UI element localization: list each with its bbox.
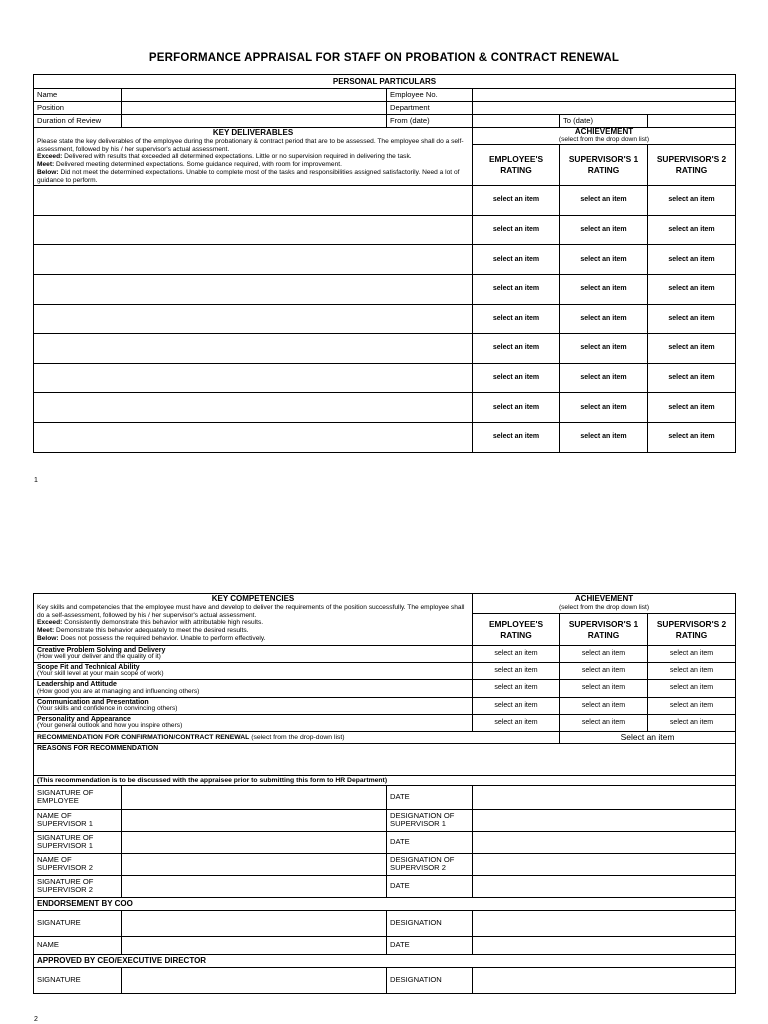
achievement-header: ACHIEVEMENT — [574, 127, 634, 136]
reasons-cell[interactable] — [34, 743, 736, 775]
meet-text: Delivered meeting determined expectations. Some guidance required, with room for improvement. — [54, 161, 342, 169]
employee-rating-select[interactable]: select an item — [473, 393, 560, 423]
achievement-header-cell — [473, 128, 736, 145]
coo-date-label: DATE — [387, 936, 473, 954]
position-field[interactable] — [122, 102, 387, 115]
supervisor1-rating-select[interactable]: select an item — [560, 304, 648, 334]
deliverable-row — [34, 215, 736, 245]
deliverable-description[interactable] — [34, 334, 473, 364]
deliverable-row — [34, 393, 736, 423]
approval-header: APPROVED BY CEO/EXECUTIVE DIRECTOR — [34, 954, 736, 967]
key-deliverables-header: KEY DELIVERABLES — [212, 128, 294, 137]
page-number-2: 2 — [34, 1016, 38, 1023]
employee-rating-select[interactable]: select an item — [473, 363, 560, 393]
deliverable-row — [34, 274, 736, 304]
comp-meet-definition — [37, 627, 469, 635]
employee-rating-select[interactable]: select an item — [473, 304, 560, 334]
deliverable-row — [34, 363, 736, 393]
deliverable-row — [34, 422, 736, 452]
comp-supervisor2-select[interactable]: select an item — [648, 680, 736, 697]
ceo-signature-field[interactable] — [122, 967, 387, 993]
competency-subtitle: (Your skill level at your main scope of work) — [37, 670, 164, 678]
recommendation-label: RECOMMENDATION FOR CONFIRMATION/CONTRACT RENEWAL — [37, 733, 250, 741]
competency-subtitle: (How good you are at managing and influencing others) — [37, 687, 200, 695]
deliverable-description[interactable] — [34, 186, 473, 216]
deliverable-description[interactable] — [34, 215, 473, 245]
date-sup2-label: DATE — [387, 875, 473, 897]
endorsement-header: ENDORSEMENT BY COO — [34, 897, 736, 910]
deliverable-description[interactable] — [34, 422, 473, 452]
employee-rating-select[interactable]: select an item — [473, 245, 560, 275]
discuss-note: (This recommendation is to be discussed with the appraisee prior to submitting this form to HR Department) — [34, 775, 736, 785]
from-date-field[interactable] — [473, 115, 560, 128]
duration-label: Duration of Review — [34, 115, 122, 128]
employee-rating-select[interactable]: select an item — [473, 215, 560, 245]
date-sup1-label: DATE — [387, 831, 473, 853]
deliverable-description[interactable] — [34, 304, 473, 334]
sig-sup1-label: SIGNATURE OF SUPERVISOR 1 — [34, 831, 122, 853]
comp-achievement-header-cell — [473, 594, 736, 614]
comp-exceed-text: Consistently demonstrate this behavior with attributable high results. — [62, 619, 264, 627]
comp-employee-select[interactable]: select an item — [473, 714, 560, 731]
supervisor1-rating-select[interactable]: select an item — [560, 334, 648, 364]
supervisor2-rating-select[interactable]: select an item — [648, 274, 736, 304]
designation-sup2-label: DESIGNATION OF SUPERVISOR 2 — [387, 853, 473, 875]
employee-no-field[interactable] — [473, 89, 736, 102]
competency-rows — [34, 646, 736, 732]
ceo-designation-field[interactable] — [473, 967, 736, 993]
name-sup1-field[interactable] — [122, 809, 387, 831]
name-sup1-label: NAME OF SUPERVISOR 1 — [34, 809, 122, 831]
supervisor2-rating-select[interactable]: select an item — [648, 245, 736, 275]
deliverable-description[interactable] — [34, 245, 473, 275]
sig-employee-label: SIGNATURE OF EMPLOYEE — [34, 785, 122, 809]
competency-cell — [34, 697, 473, 714]
date-sup2-field[interactable] — [473, 875, 736, 897]
employee-rating-select[interactable]: select an item — [473, 186, 560, 216]
competency-cell — [34, 680, 473, 697]
coo-name-label: NAME — [34, 936, 122, 954]
supervisor2-rating-select[interactable]: select an item — [648, 334, 736, 364]
supervisor2-rating-select[interactable]: select an item — [648, 304, 736, 334]
competency-title: Leadership and Attitude — [37, 681, 117, 689]
competency-subtitle: (How well your deliver and the quality of it) — [37, 653, 161, 661]
comp-achievement-header: ACHIEVEMENT — [574, 594, 634, 604]
supervisor1-rating-select[interactable]: select an item — [560, 245, 648, 275]
competency-row — [34, 680, 736, 697]
achievement-note: (select from the drop down list) — [558, 136, 650, 144]
recommendation-select[interactable]: Select an item — [560, 731, 736, 743]
competency-row — [34, 663, 736, 680]
supervisor1-rating-select[interactable]: select an item — [560, 393, 648, 423]
competency-row — [34, 714, 736, 731]
date-employee-field[interactable] — [473, 785, 736, 809]
comp-supervisor1-select[interactable]: select an item — [560, 663, 648, 680]
comp-supervisor2-select[interactable]: select an item — [648, 697, 736, 714]
exceed-definition — [37, 153, 469, 161]
page-title: PERFORMANCE APPRAISAL FOR STAFF ON PROBATION & CONTRACT RENEWAL — [148, 52, 620, 64]
name-sup2-label: NAME OF SUPERVISOR 2 — [34, 853, 122, 875]
supervisor2-rating-select[interactable]: select an item — [648, 215, 736, 245]
employee-rating-select[interactable]: select an item — [473, 274, 560, 304]
deliverable-row — [34, 186, 736, 216]
competencies-intro: Key skills and competencies that the employee must have and develop to deliver the requirements of the position successfully. The employee shall do a self-assessment, followed by his / her supervisor's actual assessment. — [37, 603, 465, 619]
coo-signature-field[interactable] — [122, 910, 387, 936]
sig-employee-field[interactable] — [122, 785, 387, 809]
department-label: Department — [387, 102, 473, 115]
competency-cell — [34, 663, 473, 680]
competency-title: Communication and Presentation — [37, 698, 149, 706]
deliverables-rows — [34, 186, 736, 452]
comp-achievement-note: (select from the drop down list) — [558, 603, 650, 611]
sig-sup1-field[interactable] — [122, 831, 387, 853]
designation-sup1-field[interactable] — [473, 809, 736, 831]
comp-employee-select[interactable]: select an item — [473, 663, 560, 680]
competency-cell — [34, 646, 473, 663]
comp-below-text: Does not possess the required behavior. Unable to perform effectively. — [58, 634, 266, 642]
competencies-table — [33, 593, 736, 994]
deliverables-intro: Please state the key deliverables of the employee during the probationary & contract period that are to be assessed. The employee shall do a self-assessment, followed by his / her supervisor's actual assessment. — [37, 137, 464, 153]
deliverable-description[interactable] — [34, 363, 473, 393]
comp-employee-select[interactable]: select an item — [473, 680, 560, 697]
comp-employee-rating-header: EMPLOYEE'S RATING — [473, 614, 560, 646]
comp-supervisor1-select[interactable]: select an item — [560, 697, 648, 714]
deliverable-row — [34, 245, 736, 275]
name-field[interactable] — [122, 89, 387, 102]
from-date-label: From (date) — [387, 115, 473, 128]
exceed-text: Delivered with results that exceeded all determined expectations. Little or no supervision required in delivering the task. — [62, 153, 412, 161]
supervisor1-rating-header: SUPERVISOR'S 1 RATING — [560, 145, 648, 186]
employee-rating-header: EMPLOYEE'S RATING — [473, 145, 560, 186]
name-sup2-field[interactable] — [122, 853, 387, 875]
meet-label: Meet: — [37, 161, 55, 169]
department-field[interactable] — [473, 102, 736, 115]
supervisor1-rating-select[interactable]: select an item — [560, 274, 648, 304]
supervisor1-rating-select[interactable]: select an item — [560, 215, 648, 245]
comp-exceed-label: Exceed: — [37, 619, 63, 627]
comp-employee-select[interactable]: select an item — [473, 697, 560, 714]
supervisor1-rating-select[interactable]: select an item — [560, 363, 648, 393]
exceed-label: Exceed: — [37, 153, 63, 161]
comp-supervisor2-rating-header: SUPERVISOR'S 2 RATING — [648, 614, 736, 646]
deliverables-instructions — [34, 128, 473, 186]
designation-sup2-field[interactable] — [473, 853, 736, 875]
below-text: Did not meet the determined expectations. Unable to complete most of the tasks and responsibilities assigned satisfactorily. Need a lot of guidance to perform. — [37, 168, 460, 184]
competencies-instructions — [34, 594, 473, 646]
date-employee-label: DATE — [387, 785, 473, 809]
supervisor1-rating-select[interactable]: select an item — [560, 186, 648, 216]
page-number-1: 1 — [34, 477, 38, 484]
comp-below-label: Below: — [37, 634, 59, 642]
key-competencies-header: KEY COMPETENCIES — [211, 594, 295, 603]
comp-supervisor2-select[interactable]: select an item — [648, 646, 736, 663]
designation-sup1-label: DESIGNATION OF SUPERVISOR 1 — [387, 809, 473, 831]
to-date-label: To (date) — [560, 115, 648, 128]
date-sup1-field[interactable] — [473, 831, 736, 853]
coo-designation-field[interactable] — [473, 910, 736, 936]
competency-row — [34, 646, 736, 663]
recommendation-note: (select from the drop-down list) — [249, 733, 345, 741]
ceo-signature-label: SIGNATURE — [34, 967, 122, 993]
ceo-designation-label: DESIGNATION — [387, 967, 473, 993]
deliverables-table — [33, 74, 736, 453]
name-label: Name — [34, 89, 122, 102]
to-date-field[interactable] — [648, 115, 736, 128]
supervisor2-rating-header: SUPERVISOR'S 2 RATING — [648, 145, 736, 186]
comp-supervisor2-select[interactable]: select an item — [648, 663, 736, 680]
sig-sup2-field[interactable] — [122, 875, 387, 897]
competency-title: Creative Problem Solving and Delivery — [37, 646, 166, 654]
comp-supervisor1-rating-header: SUPERVISOR'S 1 RATING — [560, 614, 648, 646]
coo-signature-label: SIGNATURE — [34, 910, 122, 936]
supervisor1-rating-select[interactable]: select an item — [560, 422, 648, 452]
below-label: Below: — [37, 168, 59, 176]
employee-rating-select[interactable]: select an item — [473, 334, 560, 364]
deliverable-row — [34, 304, 736, 334]
competency-title: Personality and Appearance — [37, 715, 131, 723]
employee-rating-select[interactable]: select an item — [473, 422, 560, 452]
sig-sup2-label: SIGNATURE OF SUPERVISOR 2 — [34, 875, 122, 897]
comp-exceed-definition — [37, 619, 469, 627]
reasons-label: REASONS FOR RECOMMENDATION — [37, 744, 159, 752]
coo-name-field[interactable] — [122, 936, 387, 954]
supervisor2-rating-select[interactable]: select an item — [648, 363, 736, 393]
comp-meet-text: Demonstrate this behavior adequately to meet the desired results. — [54, 627, 249, 635]
competency-row — [34, 697, 736, 714]
supervisor2-rating-select[interactable]: select an item — [648, 393, 736, 423]
meet-definition — [37, 161, 469, 169]
comp-supervisor1-select[interactable]: select an item — [560, 714, 648, 731]
deliverable-row — [34, 334, 736, 364]
comp-supervisor2-select[interactable]: select an item — [648, 714, 736, 731]
coo-designation-label: DESIGNATION — [387, 910, 473, 936]
duration-field[interactable] — [122, 115, 387, 128]
deliverable-description[interactable] — [34, 393, 473, 423]
recommendation-row — [34, 731, 560, 743]
below-definition — [37, 169, 469, 185]
comp-supervisor1-select[interactable]: select an item — [560, 680, 648, 697]
comp-employee-select[interactable]: select an item — [473, 646, 560, 663]
competency-cell — [34, 714, 473, 731]
position-label: Position — [34, 102, 122, 115]
personal-particulars-header: PERSONAL PARTICULARS — [34, 75, 736, 89]
coo-date-field[interactable] — [473, 936, 736, 954]
competency-subtitle: (Your skills and confidence in convincing others) — [37, 704, 178, 712]
deliverable-description[interactable] — [34, 274, 473, 304]
supervisor2-rating-select[interactable]: select an item — [648, 186, 736, 216]
comp-supervisor1-select[interactable]: select an item — [560, 646, 648, 663]
comp-below-definition — [37, 635, 469, 643]
competency-title: Scope Fit and Technical Ability — [37, 664, 140, 672]
competency-subtitle: (Your general outlook and how you inspire others) — [37, 722, 183, 730]
comp-meet-label: Meet: — [37, 627, 55, 635]
employee-no-label: Employee No. — [387, 89, 473, 102]
supervisor2-rating-select[interactable]: select an item — [648, 422, 736, 452]
